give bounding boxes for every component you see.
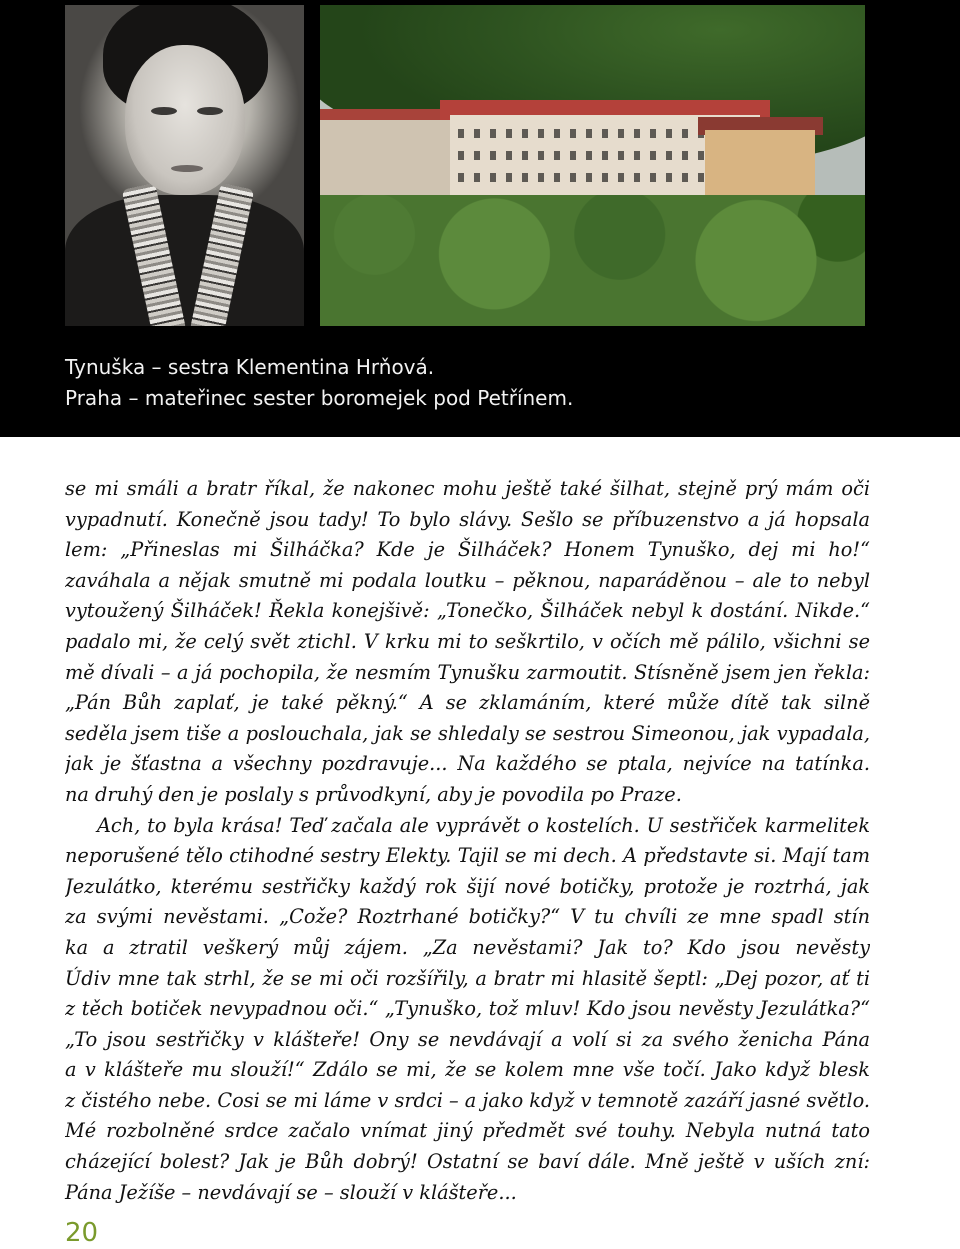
portrait-lips (171, 165, 203, 172)
portrait-eye-left (151, 107, 177, 115)
text-line: seděla jsem tiše a poslouchala, jak se shledaly se sestrou Simeonou, jak vypadala, (65, 721, 870, 745)
text-line: neporušené tělo ctihodné sestry Elekty. Tajil se mi dech. A představte si. Mají tam (65, 844, 870, 868)
caption-line-2: Praha – mateřinec sester boromejek pod Petřínem. (65, 386, 574, 410)
text-line-paragraph-start: Ach, to byla krása! Teď začala ale vyprávět o kostelích. U sestřiček karmelitek (97, 813, 870, 837)
text-line: Pána Ježíše – nevdávají se – slouží v klášteře... (65, 1180, 517, 1204)
portrait-face (125, 45, 245, 195)
text-line: cházející bolest? Jak je Bůh dobrý! Ostatní se baví dále. Mně ještě v uších zní: (65, 1150, 870, 1174)
text-line: a v klášteře mu slouží!“ Zdálo se mi, že se kolem mne vše točí. Jako když blesk (65, 1058, 870, 1082)
text-line: lem: „Přineslas mi Šilháčka? Kde je Šilháček? Honem Tynuško, dej mi ho!“ (65, 538, 870, 562)
text-line: zaváhala a nějak smutně mi podala loutku – pěknou, naparáděnou – ale to nebyl (65, 568, 870, 592)
text-line: se mi smáli a bratr říkal, že nakonec mohu ještě také šilhat, stejně prý mám oči (65, 477, 870, 500)
text-line: z čistého nebe. Cosi se mi láme v srdci – a jako když v temnotě zazáří jasné světlo. (65, 1088, 870, 1112)
photo-caption-band (0, 0, 960, 437)
text-line: padalo mi, že celý svět ztichl. V krku mi to seškrtilo, v očích mě pálilo, všichni se (65, 629, 870, 653)
text-line: z těch botiček nevypadnou oči.“ „Tynuško, tož mluv! Kdo jsou nevěsty Jezulátka?“ (65, 997, 870, 1021)
text-line: Údiv mne tak strhl, že se mi oči rozšířily, a bratr mi hlasitě šeptl: „Dej pozor, ať ti (65, 966, 870, 990)
body-text (65, 474, 870, 1208)
convent-photo (320, 5, 865, 326)
tree-line (320, 195, 865, 326)
photo-caption (65, 352, 573, 414)
text-line: „Pán Bůh zaplať, je také pěkný.“ A se zklamáním, které může dítě tak silně (65, 691, 870, 715)
text-line: vytoužený Šilháček! Řekla konejšivě: „Tonečko, Šilháček nebyl k dostání. Nikde.“ (65, 599, 870, 623)
portrait-dress (65, 195, 304, 326)
portrait-photo (65, 5, 304, 326)
page-number: 20 (65, 1218, 99, 1248)
text-line: jak je šťastna a všechny pozdravuje... Na každého se ptala, nejvíce na tatínka. (65, 752, 870, 776)
text-line: za svými nevěstami. „Cože? Roztrhané botičky?“ V tu chvíli ze mne spadl stín (65, 905, 870, 929)
text-line: Jezulátko, kterému sestřičky každý rok šijí nové botičky, protože je roztrhá, jak (65, 874, 870, 898)
text-line: mě dívali – a já pochopila, že nesmím Tynušku zarmoutit. Stísněně jsem jen řekla: (65, 660, 870, 684)
portrait-eye-right (197, 107, 223, 115)
text-line: na druhý den je poslaly s průvodkyní, aby je povodila po Praze. (65, 782, 682, 806)
building-left (320, 120, 460, 205)
text-line: „To jsou sestřičky v klášteře! Ony se nevdávají a volí si za svého ženicha Pána (65, 1027, 870, 1051)
text-line: Mé rozbolněné srdce začalo vnímat jiný předmět své touhy. Nebyla nutná tato (65, 1119, 870, 1143)
caption-line-1: Tynuška – sestra Klementina Hrňová. (65, 355, 435, 379)
text-line: ka a ztratil veškerý můj zájem. „Za nevěstami? Jak to? Kdo jsou nevěsty (65, 935, 870, 959)
text-line: vypadnutí. Konečně jsou tady! To bylo slávy. Sešlo se příbuzenstvo a já hopsala (65, 507, 870, 531)
